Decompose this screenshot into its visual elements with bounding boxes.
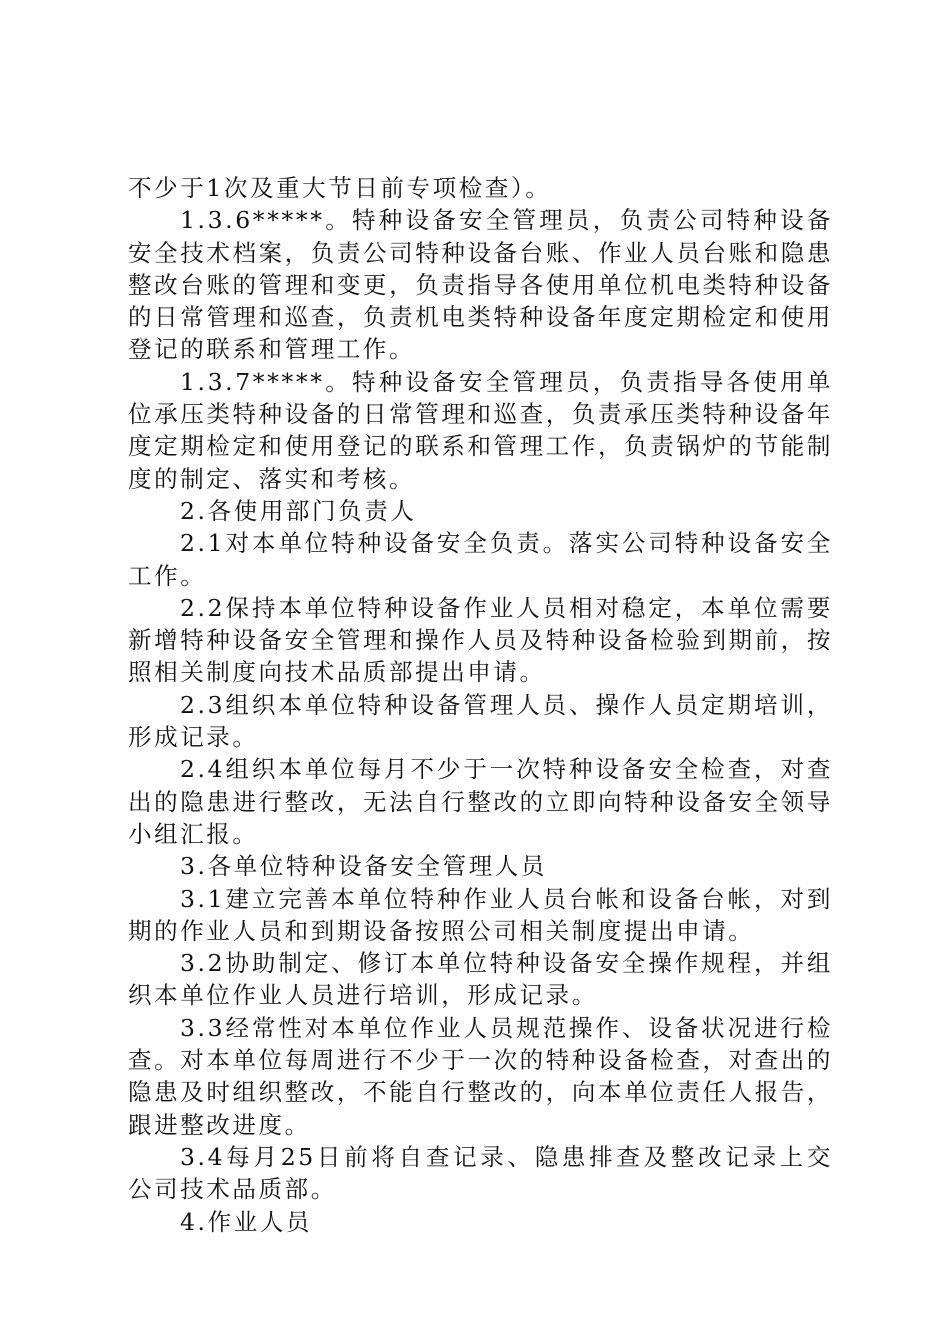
- paragraph: 1.3.7*****。特种设备安全管理员，负责指导各使用单位承压类特种设备的日常管理和巡查，负责承压类特种设备年度定期检定和使用登记的联系和管理工作，负责锅炉的节能制度的制定、落实和考核。: [128, 367, 833, 493]
- paragraph: 2.3组织本单位特种设备管理人员、操作人员定期培训，形成记录。: [128, 690, 833, 752]
- paragraph: 3.3经常性对本单位作业人员规范操作、设备状况进行检查。对本单位每周进行不少于一次的特种设备检查，对查出的隐患及时组织整改，不能自行整改的，向本单位责任人报告，跟进整改进度。: [128, 1013, 833, 1139]
- section-heading: 2.各使用部门负责人: [180, 496, 417, 525]
- paragraph: 2.2保持本单位特种设备作业人员相对稳定，本单位需要新增特种设备安全管理和操作人员及特种设备检验到期前，按照相关制度向技术品质部提出申请。: [128, 593, 833, 687]
- paragraph: 2.4组织本单位每月不少于一次特种设备安全检查，对查出的隐患进行整改，无法自行整改的立即向特种设备安全领导小组汇报。: [128, 755, 833, 848]
- paragraph: 3.4每月25日前将自查记录、隐患排查及整改记录上交公司技术品质部。: [128, 1142, 833, 1204]
- section-heading: 3.各单位特种设备安全管理人员: [180, 852, 547, 881]
- paragraph: 3.2协助制定、修订本单位特种设备安全操作规程，并组织本单位作业人员进行培训，形成记录。: [128, 949, 833, 1010]
- document-body: [128, 172, 833, 1238]
- paragraph: 1.3.6*****。特种设备安全管理员，负责公司特种设备安全技术档案，负责公司特种设备台账、作业人员台账和隐患整改台账的管理和变更，负责指导各使用单位机电类特种设备的日常管理和巡查，负责机电类特种设备年度定期检定和使用登记的联系和管理工作。: [128, 206, 833, 364]
- section-heading: 4.作业人员: [180, 1207, 313, 1236]
- paragraph: 不少于1次及重大节日前专项检查）。: [128, 174, 552, 202]
- paragraph: 3.1建立完善本单位特种作业人员台帐和设备台帐，对到期的作业人员和到期设备按照公司相关制度提出申请。: [128, 884, 833, 945]
- paragraph: 2.1对本单位特种设备安全负责。落实公司特种设备安全工作。: [128, 529, 833, 590]
